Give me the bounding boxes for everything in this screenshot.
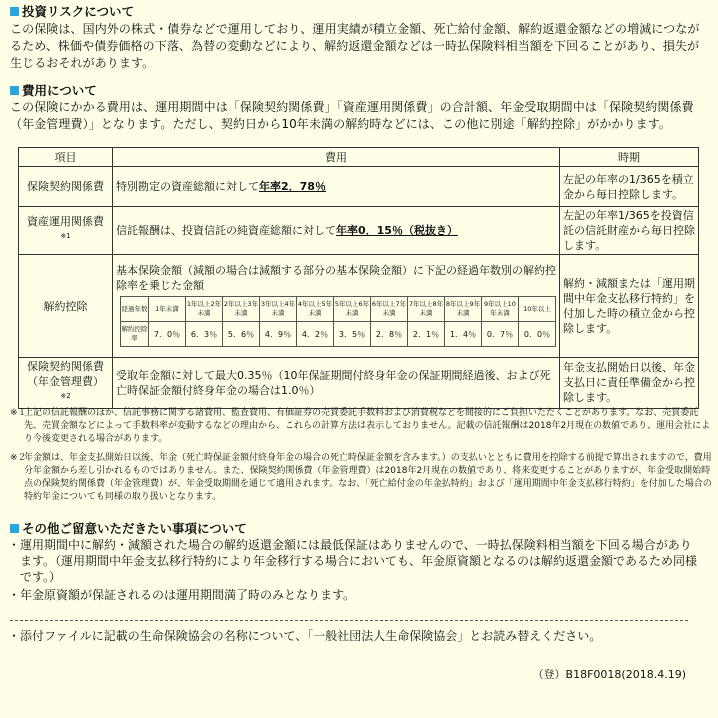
year-cell: 1年以上2年未満 xyxy=(186,297,223,322)
year-cell: 10年以上 xyxy=(519,297,556,322)
list-item: ・ 運用期間中に解約・減額された場合の解約返還金額には最低保証はありませんので、一時払保険料相当額を下回る場合があります。（運用期間中年金支払移行特約により年金移行する場合においても、年金原資額となるのは解約返還金額であるため同様です。） xyxy=(8,538,698,584)
row-timing: 年金支払開始日以後、年金支払日に責任準備金から控除します。 xyxy=(560,358,699,409)
row-fee: 信託報酬は、投資信託の純資産総額に対して年率0．15％（税抜き） xyxy=(113,207,560,255)
square-bullet-icon xyxy=(10,86,19,95)
year-cell: 1年未満 xyxy=(149,297,186,322)
divider xyxy=(10,620,688,621)
costs-title: 費用について xyxy=(10,83,97,99)
table-row xyxy=(19,207,699,255)
fee-rate: 年率0．15％（税抜き） xyxy=(336,224,458,237)
table-row xyxy=(19,358,699,409)
rate-cell: 2．1％ xyxy=(408,322,445,347)
closing-note: ・添付ファイルに記載の生命保険協会の名称について、「一般社団法人生命保険協会」とお読み替えください。 xyxy=(8,629,602,643)
other-notes-title: その他ご留意いただきたい事項について xyxy=(10,521,247,537)
header-timing: 時期 xyxy=(560,148,699,167)
fee-table xyxy=(18,147,699,409)
square-bullet-icon xyxy=(10,524,19,533)
header-item: 項目 xyxy=(19,148,113,167)
rate-cell: 6．3％ xyxy=(186,322,223,347)
header-fee: 費用 xyxy=(113,148,560,167)
year-cell: 8年以上9年未満 xyxy=(445,297,482,322)
table-row xyxy=(19,167,699,207)
year-cell: 6年以上7年未満 xyxy=(371,297,408,322)
year-cell: 9年以上10年未満 xyxy=(482,297,519,322)
rate-cell: 0．7％ xyxy=(482,322,519,347)
rate-cell: 4．2％ xyxy=(297,322,334,347)
footnote: ※１ 上記の信託報酬のほか、信託事務に関する諸費用、監査費用、有価証券の売買委託手数料および消費税などを間接的にご負担いただくことがあります。なお、売買委託先、売買金額などによって手数料率が変動するなどの理由から、これらの計算方法は表示しておりません。記載の信託報酬は2018年2月現在の数値であり、運用会社により今後変更される場合があります。 xyxy=(10,408,711,444)
rate-cell: 2．8％ xyxy=(371,322,408,347)
surrender-fee-text: 基本保険金額（減額の場合は減額する部分の基本保険金額）に下記の経過年数別の解約控除率を乗じた金額 xyxy=(116,264,556,292)
rate-header: 経過年数 xyxy=(121,297,149,322)
row-timing: 解約・減額または「運用期間中年金支払移行特約」を付加した時の積立金から控除します。 xyxy=(560,255,699,358)
fee-rate: 年率2．78％ xyxy=(259,180,326,193)
note-marker: ※1 xyxy=(60,232,71,241)
row-item: 保険契約関係費 （年金管理費）$^{※2}$ xyxy=(19,358,113,409)
footnotes xyxy=(10,407,715,510)
table-row xyxy=(19,255,699,358)
year-cell: 3年以上4年未満 xyxy=(260,297,297,322)
year-cell: 2年以上3年未満 xyxy=(223,297,260,322)
other-notes-list xyxy=(8,537,698,605)
rate-cell: 0．0％ xyxy=(519,322,556,347)
row-fee xyxy=(113,255,560,358)
footnote: ※２ 年金額は、年金支払開始日以後、年金（死亡時保証金額付終身年金の場合の死亡時保証金額を含みます。）の支払いとともに費用を控除する前提で算出されますので、費用分年金額から差し引かれるものではありません。また、保険契約関係費（年金管理費）は2018年2月現在の数値であり、将来変更することがありますが、年金受取開始時点の保険契約関係費（年金管理費）が、年金受取期間を通じて適用されます。なお、「死亡給付金の年金払特約」および「運用期間中年金支払移行特約」を付加した場合の特約年金についても同様の取り扱いとなります。 xyxy=(10,453,712,502)
investment-risk-text: この保険は、国内外の株式・債券などで運用しており、運用実績が積立金額、死亡給付金額、解約返還金額などの増減につながるため、株価や債券価格の下落、為替の変動などにより、解約返還金額などは一時払保険料相当額を下回ることがあり、損失が生じるおそれがあります。 xyxy=(10,22,700,70)
row-item: 保険契約関係費 xyxy=(19,167,113,207)
surrender-rate-table xyxy=(120,296,556,347)
year-cell: 5年以上6年未満 xyxy=(334,297,371,322)
year-cell: 7年以上8年未満 xyxy=(408,297,445,322)
fee-table-header xyxy=(19,148,699,167)
rate-cell: 7．0％ xyxy=(149,322,186,347)
row-item: 資産運用関係費$^{※1}$ xyxy=(19,207,113,255)
costs-text: この保険にかかる費用は、運用期間中は「保険契約関係費」「資産運用関係費」の合計額、年金受取期間中は「保険契約関係費（年金管理費）」となります。ただし、契約日から10年未満の解約時などには、この他に別途「解約控除」がかかります。 xyxy=(10,100,694,131)
rate-label: 解約控除率 xyxy=(121,322,149,347)
year-cell: 4年以上5年未満 xyxy=(297,297,334,322)
rate-cell: 4．9％ xyxy=(260,322,297,347)
square-bullet-icon xyxy=(10,7,19,16)
list-item: ・ 年金原資額が保証されるのは運用期間満了時のみとなります。 xyxy=(8,588,356,602)
row-item: 解約控除 xyxy=(19,255,113,358)
row-timing: 左記の年率の1/365を積立金から毎日控除します。 xyxy=(560,167,699,207)
row-fee: 受取年金額に対して最大0.35％（10年保証期間付終身年金の保証期間経過後、および死亡時保証金額付終身年金の場合は1.0％） xyxy=(113,358,560,409)
rate-cell: 1．4％ xyxy=(445,322,482,347)
years-row xyxy=(121,297,556,322)
note-marker: ※2 xyxy=(60,392,71,400)
rate-cell: 5．6％ xyxy=(223,322,260,347)
row-timing: 左記の年率1/365を投資信託の信託財産から毎日控除します。 xyxy=(560,207,699,255)
investment-risk-title: 投資リスクについて xyxy=(10,4,134,20)
registration-code: （登）B18F0018(2018.4.19) xyxy=(532,668,686,681)
row-fee: 特別勘定の資産総額に対して年率2．78％ xyxy=(113,167,560,207)
rates-row xyxy=(121,322,556,347)
rate-cell: 3．5％ xyxy=(334,322,371,347)
